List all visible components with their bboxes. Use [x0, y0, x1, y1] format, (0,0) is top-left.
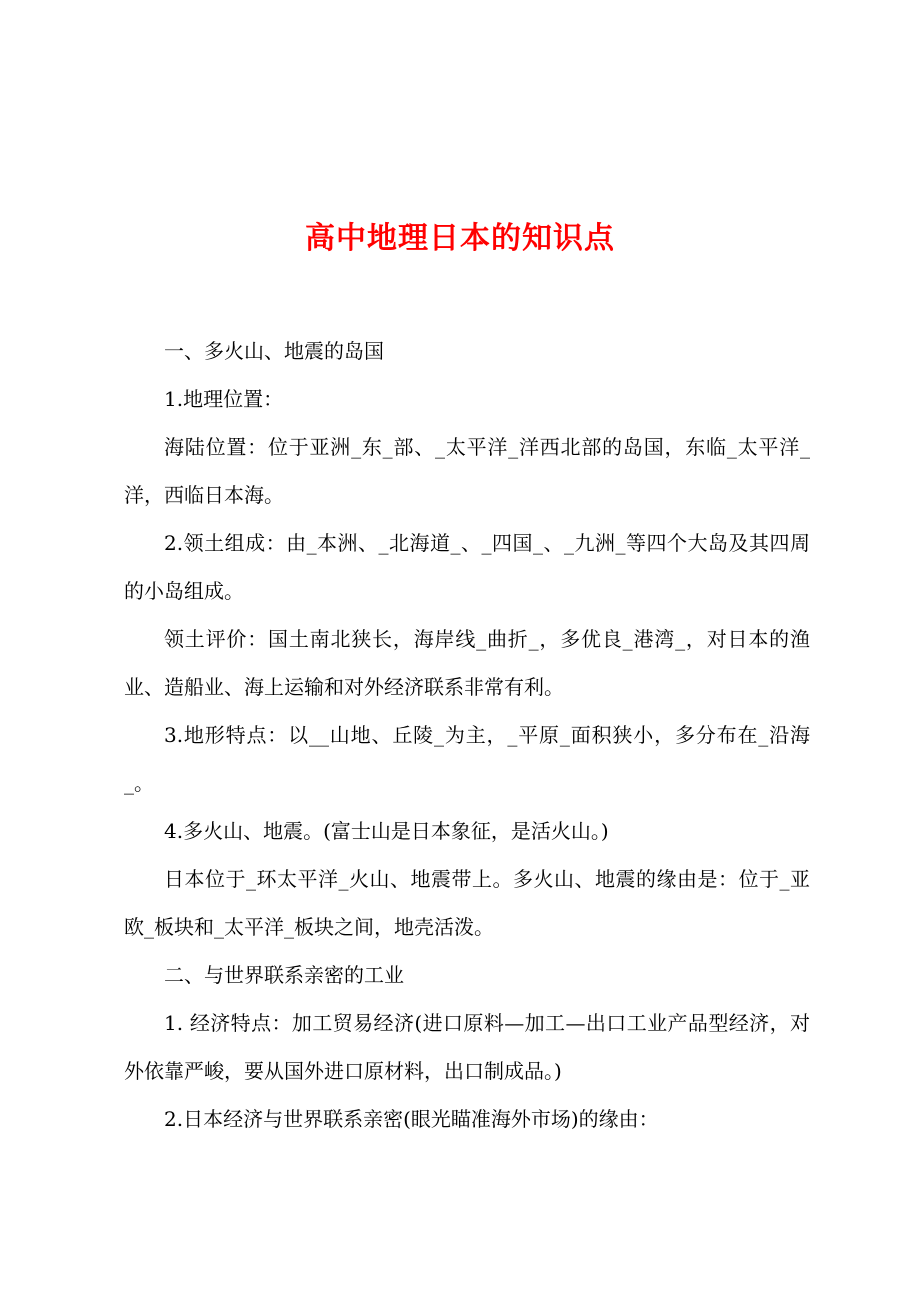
paragraph-sea-land-position: 海陆位置：位于亚洲_东_部、_太平洋_洋西北部的岛国，东临_太平洋_洋，西临日本海。	[124, 435, 810, 507]
paragraph-geo-location: 1.地理位置：	[164, 387, 284, 411]
paragraph-territory-evaluation: 领土评价：国土南北狭长，海岸线_曲折_，多优良_港湾_，对日本的渔业、造船业、海上运输和对外经济联系非常有利。	[124, 627, 810, 699]
document-body	[124, 327, 810, 1143]
section-heading-1: 一、多火山、地震的岛国	[164, 339, 384, 363]
paragraph-territory-composition: 2.领土组成：由_本洲、_北海道_、_四国_、_九洲_等四个大岛及其四周的小岛组成。	[124, 531, 810, 603]
section-heading-2: 二、与世界联系亲密的工业	[164, 963, 404, 987]
document-title: 高中地理日本的知识点	[305, 221, 615, 257]
paragraph-volcanoes: 4.多火山、地震。(富士山是日本象征，是活火山。)	[164, 819, 609, 843]
paragraph-economy-reason: 2.日本经济与世界联系亲密(眼光瞄准海外市场)的缘由：	[164, 1107, 659, 1131]
paragraph-terrain: 3.地形特点：以__山地、丘陵_为主，_平原_面积狭小，多分布在_沿海_。	[124, 723, 810, 795]
paragraph-volcano-reason: 日本位于_环太平洋_火山、地震带上。多火山、地震的缘由是：位于_亚欧_板块和_太平洋_板块之间，地壳活泼。	[124, 867, 810, 939]
paragraph-economy-features: 1. 经济特点：加工贸易经济(进口原料—加工—出口工业产品型经济，对外依靠严峻，要从国外进口原材料，出口制成品。)	[124, 1011, 810, 1083]
